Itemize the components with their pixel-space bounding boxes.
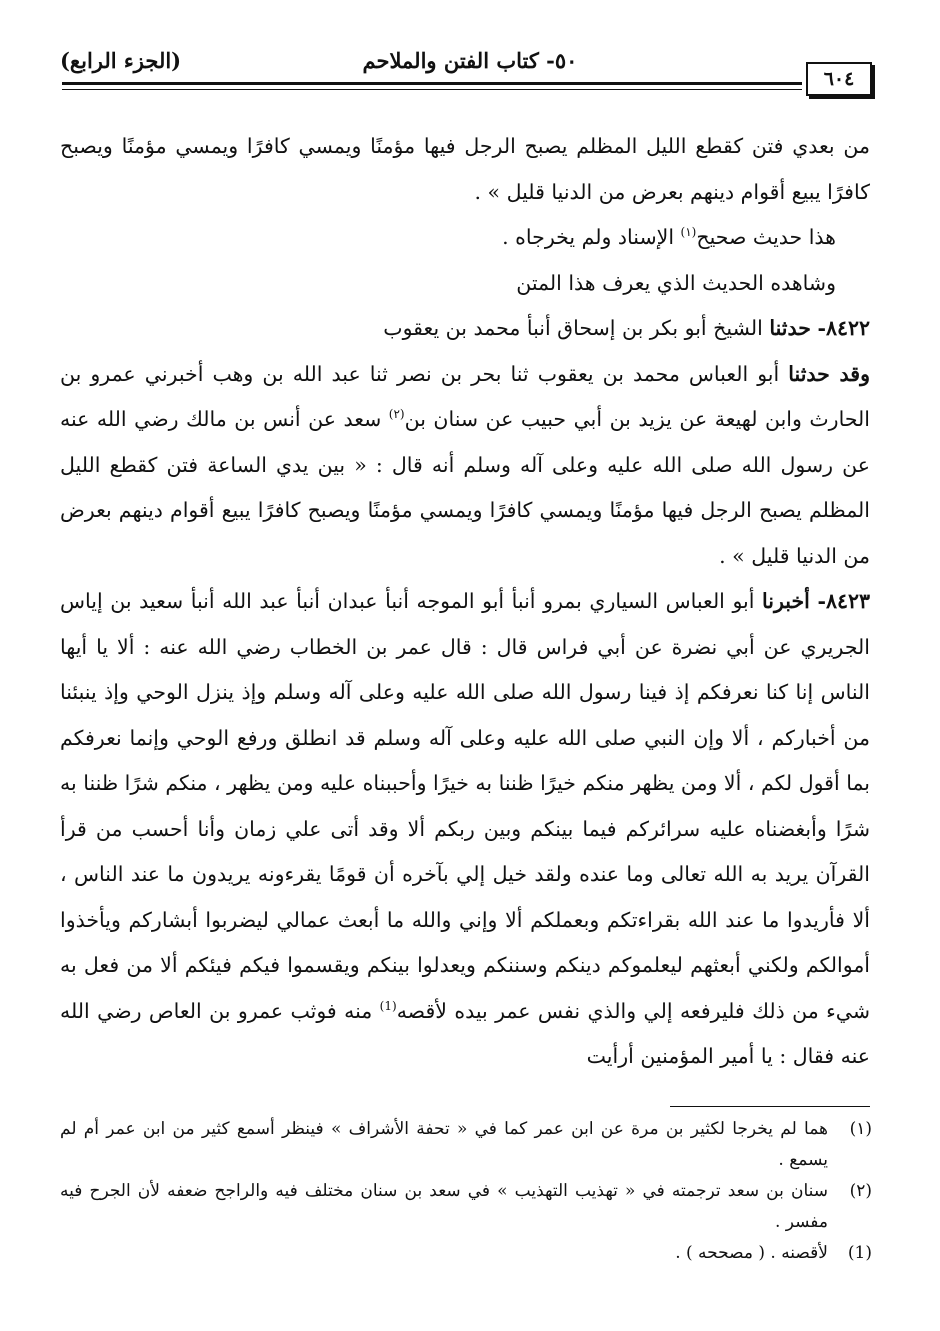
paragraph-text: الإسناد ولم يخرجاه . [502,225,681,249]
footnotes [60,1114,872,1269]
running-header [60,38,880,78]
paragraph-text: أبو العباس محمد بن يعقوب ثنا بحر بن نصر ثنا عبد الله بن وهب أخبرني عمرو بن الحارث وابن لهيعة عن يزيد بن أبي حبيب عن سنان بن [60,361,870,431]
paragraph [60,215,870,261]
footnote-label: (1) [847,1243,872,1263]
hadith-8422 [60,306,870,352]
paragraph-text: الشيخ أبو بكر بن إسحاق أنبأ محمد بن يعقوب [383,316,770,340]
footnote-text: هما لم يخرجا لكثير بن مرة عن ابن عمر كما في « تحفة الأشراف » فينظر أسمع كثير من ابن عمر أم لم يسمع . [60,1119,828,1170]
narration-keyword: أخبرنا [762,589,810,613]
header-rule-thin [62,89,802,90]
footnote-ref: (1) [379,998,397,1013]
narration-keyword: حدثنا [769,316,811,340]
hadith-number: ٨٤٢٢- [817,316,870,340]
footnote-ref: (٢) [388,407,405,422]
footnote-divider [670,1106,870,1107]
chapter-title: ٥٠- كتاب الفتن والملاحم [362,48,578,73]
footnote [60,1176,872,1238]
narration-keyword: وقد حدثنا [788,361,870,386]
footnote [60,1114,872,1176]
footnote-label: (١) [849,1119,872,1139]
footnote-text: سنان بن سعد ترجمته في « تهذيب التهذيب » في سعد بن سنان مختلف فيه والراجح ضعفه لأن الجرح فيه مفسر . [60,1181,828,1232]
footnote-label: (٢) [849,1181,872,1201]
hadith-8423 [60,579,870,1080]
paragraph [60,261,870,307]
main-text [60,124,870,1080]
footnote-text: لأقصنه . ( مصححه ) . [675,1243,828,1263]
paragraph-text: من بعدي فتن كقطع الليل المظلم يصبح الرجل فيها مؤمنًا ويمسي كافرًا ويمسي مؤمنًا ويصبح كافرًا يبيع أقوام دينهم بعرض من الدنيا قليل » . [60,134,870,204]
hadith-number: ٨٤٢٣- [817,589,870,613]
paragraph-text: منه فوثب عمرو بن العاص رضي الله عنه فقال : يا أمير المؤمنين أرأيت [60,998,870,1068]
header-rule-thick [62,82,802,85]
paragraph [60,352,870,580]
page-number: ٦٠٤ [806,62,872,96]
paragraph-text: هذا حديث صحيح [696,225,836,249]
volume-label: (الجزء الرابع) [60,48,182,73]
paragraph-text: وشاهده الحديث الذي يعرف هذا المتن [516,270,836,295]
paragraph-text: أبو العباس السياري بمرو أنبأ أبو الموجه أنبأ عبدان أنبأ عبد الله أنبأ سعيد بن إياس الجريري عن أبي نضرة عن أبي فراس قال : قال عمر بن الخطاب رضي الله عنه : ألا يا أيها الناس إنا كنا نعرفكم إذ فينا رسول الله صلى الله عليه وعلى آله وسلم وإذ ينزل الوحي وإذ ينبئنا من أخباركم ، ألا وإن النبي صلى الله عليه وعلى آله وسلم قد انطلق ورفع الوحي وإنما نعرفكم بما أقول لكم ، ألا ومن يظهر منكم خيرًا ظننا به خيرًا وأحببناه عليه ومن يظهر ، منكم شرًا ظننا به شرًا وأبغضناه عليه سرائركم فيما بينكم وبين ربكم ألا وقد أتى علي زمان وأنا أحسب من قرأ القرآن يريد به الله تعالى وما عنده ولقد خيل إلي بآخره أن قومًا يقرءونه يريدون ما عند الناس ، ألا فأريدوا ما عند الله بقراءتكم وبعملكم ألا وإني والله ما أبعث عمالي ليضربوا أبشاركم ويأخذوا أموالكم ولكني أبعثهم ليعلموكم دينكم وسننكم ويعدلوا بينكم ويقسموا فيكم فيئكم ألا من فعل به شيء من ذلك فليرفعه إلي والذي نفس عمر بيده لأقصه [60,589,871,1023]
paragraph [60,124,870,215]
paragraph-text: سعد عن أنس بن مالك رضي الله عنه عن رسول الله صلى الله عليه وعلى آله وسلم أنه قال : « بين يدي الساعة فتن كقطع الليل المظلم يصبح الرجل فيها مؤمنًا ويمسي كافرًا ويمسي مؤمنًا ويصبح كافرًا يبيع أقوام دينهم بعرض من الدنيا قليل » . [60,407,870,568]
footnote [60,1238,872,1269]
footnote-ref: (١) [680,225,697,240]
